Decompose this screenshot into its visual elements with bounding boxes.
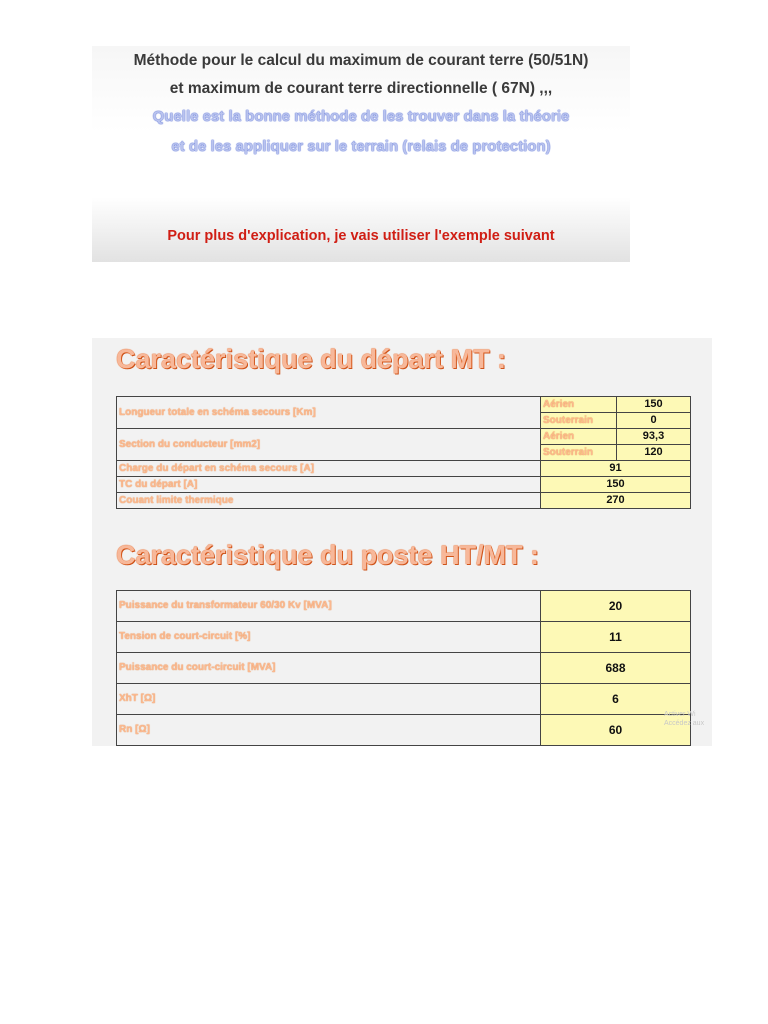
table-row — [117, 715, 691, 746]
puissance-cc-value: 688 — [541, 653, 691, 684]
watermark-line-1: Activer Wi — [664, 711, 696, 718]
longueur-souterrain-label: Souterrain — [541, 413, 617, 429]
table-row — [117, 622, 691, 653]
table-row — [117, 591, 691, 622]
charge-label: Charge du départ en schéma secours [A] — [117, 461, 541, 477]
section-aerien-label: Aérien — [541, 429, 617, 445]
table-row — [117, 653, 691, 684]
tables-panel — [92, 338, 712, 746]
tc-label: TC du départ [A] — [117, 477, 541, 493]
longueur-label: Longueur totale en schéma secours [Km] — [117, 397, 541, 429]
poste-title: Caractéristique du poste HT/MT : — [116, 540, 540, 570]
depart-title: Caractéristique du départ MT : — [116, 344, 507, 374]
tc-value: 150 — [541, 477, 691, 493]
section-label: Section du conducteur [mm2] — [117, 429, 541, 461]
table-row — [117, 493, 691, 509]
depart-table — [116, 396, 691, 509]
activation-watermark — [664, 710, 704, 728]
tension-cc-label: Tension de court-circuit [%] — [117, 622, 541, 653]
longueur-souterrain-value: 0 — [617, 413, 691, 429]
table-row — [117, 397, 691, 413]
charge-value: 91 — [541, 461, 691, 477]
banner-line-1: Méthode pour le calcul du maximum de courant terre (50/51N) — [133, 52, 589, 69]
puissance-transfo-value: 20 — [541, 591, 691, 622]
banner-line-5: Pour plus d'explication, je vais utiliser l'exemple suivant — [167, 228, 555, 244]
xht-label: XhT [Ω] — [117, 684, 541, 715]
xht-value: 6 — [541, 684, 691, 715]
banner-line-3: Quelle est la bonne méthode de les trouver dans la théorie — [152, 108, 570, 125]
rn-label: Rn [Ω] — [117, 715, 541, 746]
section-aerien-value: 93,3 — [617, 429, 691, 445]
section-souterrain-value: 120 — [617, 445, 691, 461]
puissance-cc-label: Puissance du court-circuit [MVA] — [117, 653, 541, 684]
banner-line-2: et maximum de courant terre directionnelle ( 67N) ,,, — [169, 80, 553, 97]
table-row — [117, 477, 691, 493]
section-souterrain-label: Souterrain — [541, 445, 617, 461]
longueur-aerien-label: Aérien — [541, 397, 617, 413]
poste-table — [116, 590, 691, 746]
table-row — [117, 429, 691, 445]
table-row — [117, 684, 691, 715]
longueur-aerien-value: 150 — [617, 397, 691, 413]
title-banner — [92, 46, 630, 262]
rn-value: 60 — [541, 715, 691, 746]
table-row — [117, 461, 691, 477]
tension-cc-value: 11 — [541, 622, 691, 653]
puissance-transfo-label: Puissance du transformateur 60/30 Kv [MVA] — [117, 591, 541, 622]
courant-value: 270 — [541, 493, 691, 509]
courant-label: Couant limite thermique — [117, 493, 541, 509]
watermark-line-2: Accédez aux — [664, 720, 705, 728]
banner-line-4: et de les appliquer sur le terrain (relais de protection) — [171, 138, 551, 155]
